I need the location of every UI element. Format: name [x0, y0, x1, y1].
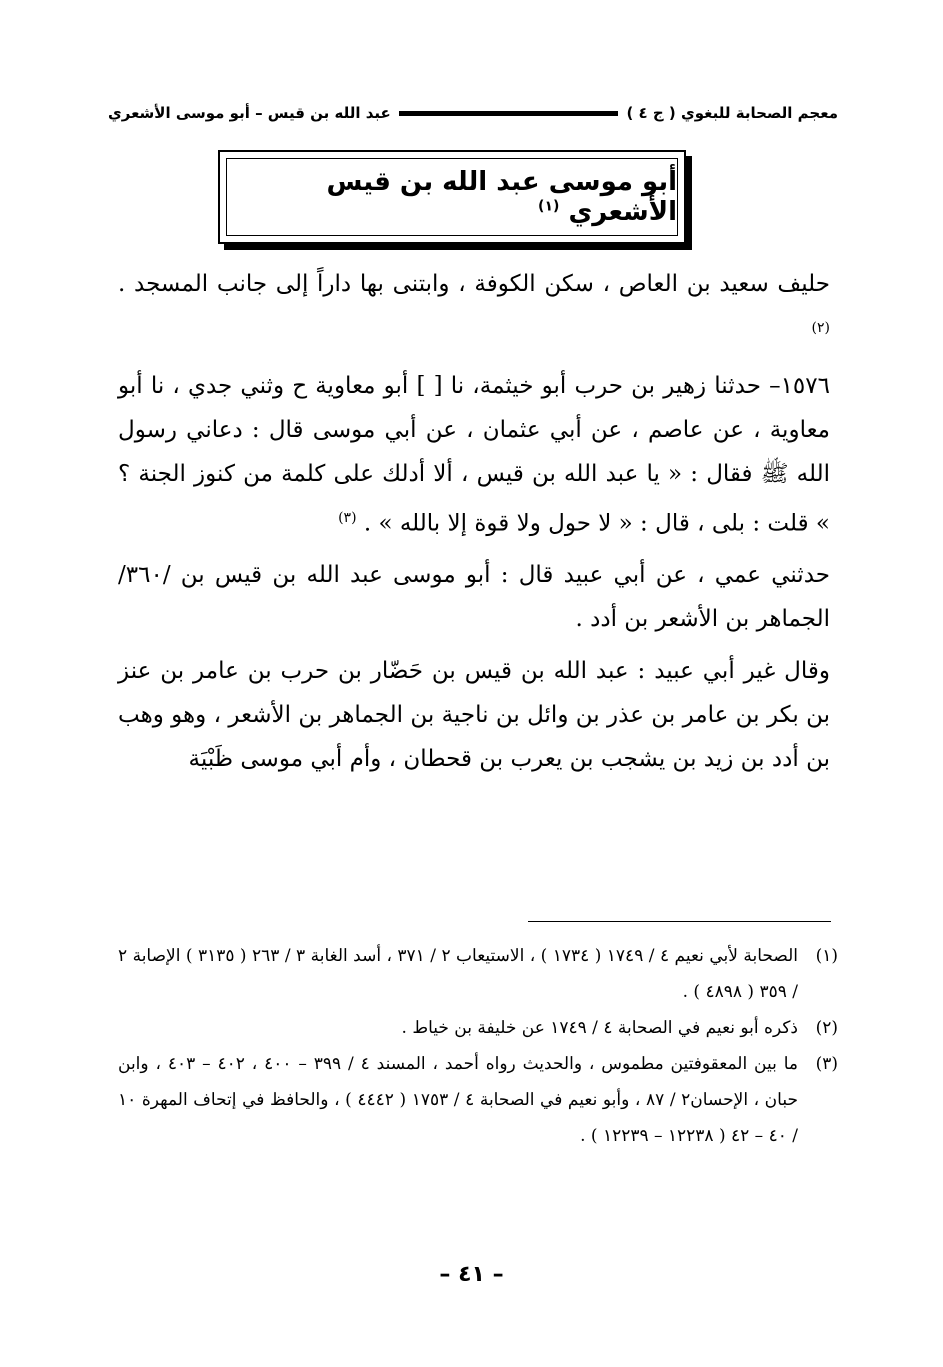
intro-text: حليف سعيد بن العاص ، سكن الكوفة ، وابتنى بها داراً إلى جانب المسجد .	[118, 271, 830, 297]
footnote-number: (١)	[815, 946, 838, 966]
entry-title-footnote-ref: (١)	[538, 198, 560, 215]
hadith-text: ١٥٧٦– حدثنا زهير بن حرب أبو خيثمة، نا [ ] أبو معاوية ح وثني جدي ، نا أبو معاوية ، عن عاصم ، عن أبي عثمان ، عن أبي موسى قال : دعاني رسول الله ﷺ فقال : « يا عبد الله بن قيس ، ألا أدلك على كلمة من كنوز الجنة ؟ » قلت : بلى ، قال : « لا حول ولا قوة إلا بالله » .	[118, 372, 830, 537]
intro-paragraph	[118, 262, 830, 356]
footnote-number: (٢)	[815, 1018, 838, 1038]
hadith-paragraph	[118, 364, 830, 546]
header-entry-title: عبد الله بن قيس – أبو موسى الأشعري	[108, 104, 391, 122]
footnote-item	[118, 938, 838, 1010]
footnote-text: الصحابة لأبي نعيم ٤ / ١٧٤٩ ( ١٧٣٤ ) ، الاستيعاب ٢ / ٣٧١ ، أسد الغابة ٣ / ٢٦٣ ( ٣١٣٥ ) الإصابة ٢ / ٣٥٩ ( ٤٨٩٨ ) .	[118, 946, 798, 1002]
footnote-item	[118, 1010, 838, 1046]
nasab-paragraph-2: وقال غير أبي عبيد : عبد الله بن قيس بن حَضّار بن حرب بن عامر بن عنز بن بكر بن عامر بن عذر بن وائل بن ناجية بن الجماهر بن الأشعر ، وهو وهب بن أدد بن زيد بن يشجب بن يعرب بن قحطان ، وأم أبي موسى ظَبْيَة	[118, 658, 830, 773]
intro-footnote-ref: (٢)	[811, 320, 830, 336]
header-book-title: معجم الصحابة للبغوي ( ج ٤ )	[626, 104, 838, 122]
body-text	[118, 262, 830, 781]
hadith-footnote-ref: (٣)	[338, 509, 357, 526]
running-header	[108, 98, 838, 128]
footnote-text: ما بين المعقوفتين مطموس ، والحديث رواه أحمد ، المسند ٤ / ٣٩٩ – ٤٠٠ ، ٤٠٢ – ٤٠٣ ، وابن حبان ، الإحسان٢ / ٨٧ ، وأبو نعيم في الصحابة ٤ / ١٧٥٣ ( ٤٤٤٢ ) ، والحافظ في إتحاف المهرة ١٠ / ٤٠ – ٤٢ ( ١٢٢٣٨ – ١٢٢٣٩ ) .	[118, 1054, 799, 1146]
footnote-number: (٣)	[815, 1054, 838, 1074]
footnotes	[118, 938, 838, 1154]
footnote-text: ذكره أبو نعيم في الصحابة ٤ / ١٧٤٩ عن خليفة بن خياط .	[401, 1018, 798, 1038]
header-rule	[399, 111, 619, 116]
entry-title-frame	[218, 150, 686, 244]
footnote-item	[118, 1046, 838, 1154]
entry-title-text: أبو موسى عبد الله بن قيس الأشعري	[326, 167, 677, 227]
entry-title	[227, 167, 677, 227]
page-number: – ٤١ –	[439, 1262, 504, 1287]
entry-title-inner-frame	[226, 158, 678, 236]
nasab-paragraph-1: حدثني عمي ، عن أبي عبيد قال : أبو موسى عبد الله بن قيس بن /٣٦٠/ الجماهر بن الأشعر بن أدد .	[118, 562, 830, 633]
footnote-separator	[528, 921, 831, 922]
